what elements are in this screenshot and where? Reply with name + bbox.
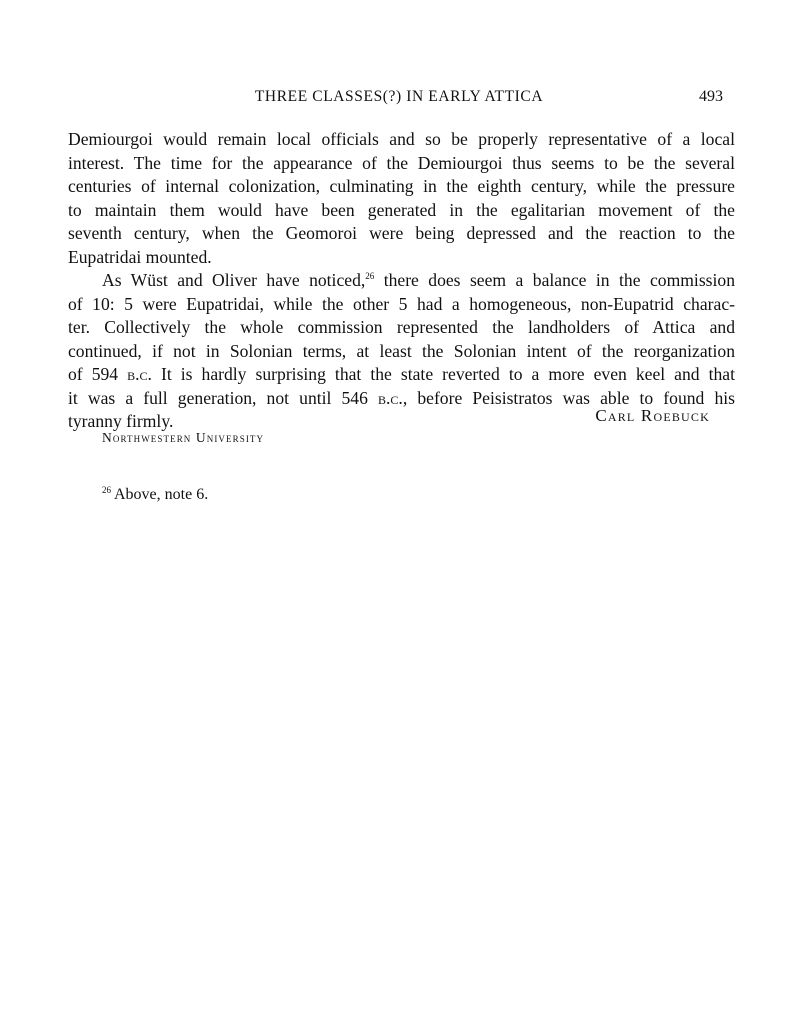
text-line [68,363,735,387]
text-segment: , before Peisistratos was able to found his [402,387,735,408]
text-line: of 10: 5 were Eupatridai, while the other 5 had a homogeneous, non-Eupatrid charac- [68,293,735,314]
text-line: Demiourgoi would remain local officials and so be properly representative of a local [68,129,735,149]
text-line: to maintain them would have been generated in the egalitarian movement of the [68,199,735,220]
footnote-text: Above, note 6. [114,486,209,503]
text-line: seventh century, when the Geomoroi were being depressed and the reaction to the [68,223,735,243]
text-line: tyranny firmly. [68,411,174,431]
footnote [102,486,208,504]
text-line: continued, if not in Solonian terms, at least the Solonian intent of the reorganization [68,340,735,361]
text-segment: there does seem a balance in the commission [374,270,735,290]
footnote-reference: 26 [365,271,375,281]
text-line: Eupatridai mounted. [68,246,212,267]
page-number: 493 [699,88,723,105]
body-text [68,128,735,434]
text-line: interest. The time for the appearance of the Demiourgoi thus seems to be the several [68,152,735,173]
era-abbreviation: b.c. [378,387,403,408]
paragraph-1 [68,128,735,269]
footnote-number: 26 [102,485,111,495]
era-abbreviation: b.c. [127,364,152,384]
text-line: ter. Collectively the whole commission represented the landholders of Attica and [68,317,735,337]
running-title: THREE CLASSES(?) IN EARLY ATTICA [254,88,544,105]
running-head [0,86,798,110]
author-name: Carl Roebuck [595,406,710,425]
text-segment: It is hardly surprising that the state reverted to a more even keel and that [151,364,735,384]
text-line [68,269,735,293]
author-affiliation: Northwestern University [102,430,265,445]
text-line: centuries of internal colonization, culminating in the eighth century, while the pressure [68,176,735,196]
text-segment: it was a full generation, not until 546 [68,387,379,408]
text-segment: As Wüst and Oliver have noticed, [102,270,366,290]
text-segment: of 594 [68,364,128,384]
